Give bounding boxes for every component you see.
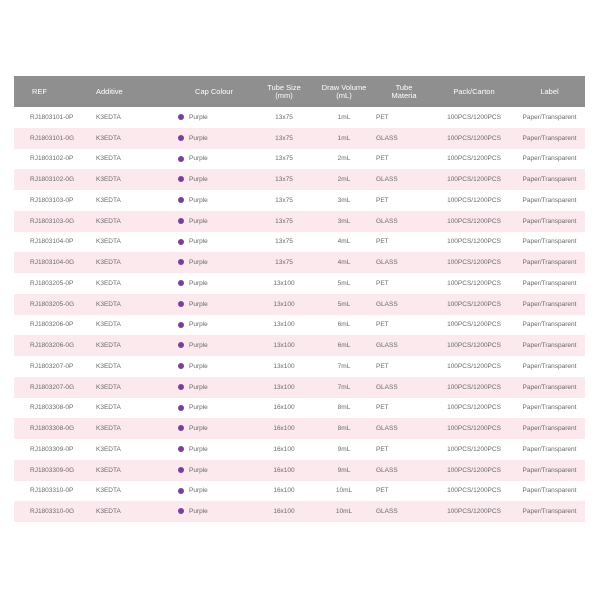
table-row bbox=[14, 418, 585, 439]
cell-tube-material: GLASS bbox=[376, 300, 398, 308]
cell-label: Paper/Transparent bbox=[522, 321, 577, 329]
cap-colour-text: Purple bbox=[189, 508, 208, 516]
purple-cap-dot-icon bbox=[178, 114, 184, 120]
cell-cap-colour bbox=[174, 460, 254, 481]
cell-cap-colour bbox=[174, 377, 254, 398]
cell-tube-material: GLASS bbox=[376, 134, 398, 142]
cell-tube-size: 13x100 bbox=[273, 279, 295, 287]
cell-label: Paper/Transparent bbox=[522, 279, 577, 287]
purple-cap-dot-icon bbox=[178, 280, 184, 286]
purple-cap-dot-icon bbox=[178, 322, 184, 328]
table-body bbox=[14, 107, 585, 522]
cap-colour-text: Purple bbox=[189, 279, 208, 287]
cell-draw-volume: 7mL bbox=[337, 383, 351, 391]
cell-tube-material: GLASS bbox=[376, 342, 398, 350]
cell-tube-size: 13x100 bbox=[273, 342, 295, 350]
cell-label: Paper/Transparent bbox=[522, 155, 577, 163]
cell-cap-colour bbox=[174, 190, 254, 211]
cell-draw-volume: 9mL bbox=[337, 445, 351, 453]
table-row bbox=[14, 211, 585, 232]
cell-label: Paper/Transparent bbox=[522, 342, 577, 350]
cell-label: Paper/Transparent bbox=[522, 113, 577, 121]
table-row bbox=[14, 481, 585, 502]
cell-additive: K3EDTA bbox=[96, 404, 121, 412]
cell-ref: RJ1803104-0G bbox=[30, 259, 75, 267]
cap-colour-text: Purple bbox=[189, 259, 208, 267]
cell-ref: RJ1803104-0P bbox=[30, 238, 74, 246]
purple-cap-dot-icon bbox=[178, 156, 184, 162]
cell-ref: RJ1803102-0G bbox=[30, 176, 75, 184]
cell-tube-size: 16x100 bbox=[273, 404, 295, 412]
cell-tube-material: GLASS bbox=[376, 176, 398, 184]
cell-draw-volume: 6mL bbox=[337, 342, 351, 350]
cell-tube-size: 13x100 bbox=[273, 383, 295, 391]
cell-tube-size: 13x75 bbox=[275, 196, 293, 204]
purple-cap-dot-icon bbox=[178, 508, 184, 514]
purple-cap-dot-icon bbox=[178, 488, 184, 494]
cell-pack-carton: 100PCS/1200PCS bbox=[447, 383, 501, 391]
table-row bbox=[14, 128, 585, 149]
cell-draw-volume: 9mL bbox=[337, 466, 351, 474]
header-additive: Additive bbox=[96, 86, 123, 96]
cell-additive: K3EDTA bbox=[96, 176, 121, 184]
header-tube-materia bbox=[374, 76, 434, 107]
cell-cap-colour bbox=[174, 273, 254, 294]
cell-pack-carton: 100PCS/1200PCS bbox=[447, 134, 501, 142]
cell-tube-material: PET bbox=[376, 445, 389, 453]
cell-pack-carton: 100PCS/1200PCS bbox=[447, 404, 501, 412]
cell-additive: K3EDTA bbox=[96, 466, 121, 474]
cell-additive: K3EDTA bbox=[96, 279, 121, 287]
purple-cap-dot-icon bbox=[178, 405, 184, 411]
cell-tube-material: GLASS bbox=[376, 425, 398, 433]
cell-draw-volume: 4mL bbox=[337, 238, 351, 246]
cell-tube-size: 13x75 bbox=[275, 155, 293, 163]
cap-colour-text: Purple bbox=[189, 445, 208, 453]
cell-draw-volume: 6mL bbox=[337, 321, 351, 329]
header-pack-carton: Pack/Carton bbox=[453, 86, 495, 96]
cell-ref: RJ1803103-0G bbox=[30, 217, 75, 225]
cell-cap-colour bbox=[174, 128, 254, 149]
purple-cap-dot-icon bbox=[178, 197, 184, 203]
header-draw-volume bbox=[314, 76, 374, 107]
cell-tube-size: 13x75 bbox=[275, 259, 293, 267]
cell-cap-colour bbox=[174, 252, 254, 273]
cell-draw-volume: 8mL bbox=[337, 404, 351, 412]
cell-tube-size: 16x100 bbox=[273, 487, 295, 495]
cell-additive: K3EDTA bbox=[96, 238, 121, 246]
cap-colour-text: Purple bbox=[189, 321, 208, 329]
cell-additive: K3EDTA bbox=[96, 196, 121, 204]
table-row bbox=[14, 335, 585, 356]
cell-tube-material: PET bbox=[376, 321, 389, 329]
table-row bbox=[14, 169, 585, 190]
purple-cap-dot-icon bbox=[178, 384, 184, 390]
cell-label: Paper/Transparent bbox=[522, 238, 577, 246]
header-ref: REF bbox=[32, 86, 47, 96]
cell-tube-material: PET bbox=[376, 279, 389, 287]
cell-tube-material: PET bbox=[376, 362, 389, 370]
cell-tube-material: GLASS bbox=[376, 383, 398, 391]
cell-label: Paper/Transparent bbox=[522, 404, 577, 412]
cell-pack-carton: 100PCS/1200PCS bbox=[447, 196, 501, 204]
cell-additive: K3EDTA bbox=[96, 217, 121, 225]
cell-ref: RJ1803101-0P bbox=[30, 113, 74, 121]
cell-draw-volume: 7mL bbox=[337, 362, 351, 370]
purple-cap-dot-icon bbox=[178, 363, 184, 369]
cell-label: Paper/Transparent bbox=[522, 425, 577, 433]
cell-tube-size: 16x100 bbox=[273, 425, 295, 433]
table-row bbox=[14, 377, 585, 398]
cell-pack-carton: 100PCS/1200PCS bbox=[447, 425, 501, 433]
table-row bbox=[14, 294, 585, 315]
cap-colour-text: Purple bbox=[189, 383, 208, 391]
cell-tube-material: GLASS bbox=[376, 466, 398, 474]
cell-tube-size: 13x100 bbox=[273, 362, 295, 370]
cap-colour-text: Purple bbox=[189, 134, 208, 142]
cap-colour-text: Purple bbox=[189, 487, 208, 495]
table-row bbox=[14, 356, 585, 377]
header-tube-size bbox=[254, 76, 314, 107]
header-label: Label bbox=[540, 86, 559, 96]
cell-tube-size: 13x75 bbox=[275, 176, 293, 184]
table-row bbox=[14, 315, 585, 336]
header-tube-materia-line1: Tube bbox=[395, 82, 413, 92]
cell-cap-colour bbox=[174, 439, 254, 460]
cell-tube-size: 16x100 bbox=[273, 445, 295, 453]
cell-draw-volume: 2mL bbox=[337, 176, 351, 184]
cell-additive: K3EDTA bbox=[96, 362, 121, 370]
cell-ref: RJ1803207-0P bbox=[30, 362, 74, 370]
cell-additive: K3EDTA bbox=[96, 425, 121, 433]
cap-colour-text: Purple bbox=[189, 342, 208, 350]
header-draw-volume-line2: (mL) bbox=[336, 90, 352, 100]
table-row bbox=[14, 190, 585, 211]
cell-additive: K3EDTA bbox=[96, 155, 121, 163]
purple-cap-dot-icon bbox=[178, 467, 184, 473]
table-header-row bbox=[14, 76, 585, 107]
cell-tube-material: GLASS bbox=[376, 217, 398, 225]
cell-label: Paper/Transparent bbox=[522, 445, 577, 453]
cell-additive: K3EDTA bbox=[96, 342, 121, 350]
cell-ref: RJ1803205-0P bbox=[30, 279, 74, 287]
header-tube-size-line2: (mm) bbox=[275, 90, 293, 100]
purple-cap-dot-icon bbox=[178, 218, 184, 224]
cell-pack-carton: 100PCS/1200PCS bbox=[447, 259, 501, 267]
table-row bbox=[14, 252, 585, 273]
purple-cap-dot-icon bbox=[178, 425, 184, 431]
table-row bbox=[14, 232, 585, 253]
cell-cap-colour bbox=[174, 232, 254, 253]
cell-additive: K3EDTA bbox=[96, 508, 121, 516]
cell-draw-volume: 5mL bbox=[337, 279, 351, 287]
cell-draw-volume: 5mL bbox=[337, 300, 351, 308]
header-tube-size-line1: Tube Size bbox=[267, 82, 301, 92]
cap-colour-text: Purple bbox=[189, 300, 208, 308]
cell-cap-colour bbox=[174, 315, 254, 336]
cell-pack-carton: 100PCS/1200PCS bbox=[447, 508, 501, 516]
cell-label: Paper/Transparent bbox=[522, 176, 577, 184]
cell-ref: RJ1803309-0P bbox=[30, 445, 74, 453]
purple-cap-dot-icon bbox=[178, 135, 184, 141]
cap-colour-text: Purple bbox=[189, 362, 208, 370]
cell-tube-material: PET bbox=[376, 196, 389, 204]
table-row bbox=[14, 107, 585, 128]
table-row bbox=[14, 273, 585, 294]
purple-cap-dot-icon bbox=[178, 342, 184, 348]
cell-draw-volume: 8mL bbox=[337, 425, 351, 433]
cell-pack-carton: 100PCS/1200PCS bbox=[447, 321, 501, 329]
product-table-container bbox=[14, 76, 585, 522]
cell-tube-size: 13x75 bbox=[275, 134, 293, 142]
purple-cap-dot-icon bbox=[178, 446, 184, 452]
header-tube-materia-line2: Materia bbox=[391, 90, 417, 100]
cell-cap-colour bbox=[174, 501, 254, 522]
cell-pack-carton: 100PCS/1200PCS bbox=[447, 466, 501, 474]
cap-colour-text: Purple bbox=[189, 176, 208, 184]
cell-pack-carton: 100PCS/1200PCS bbox=[447, 217, 501, 225]
cell-label: Paper/Transparent bbox=[522, 134, 577, 142]
cap-colour-text: Purple bbox=[189, 425, 208, 433]
cell-tube-size: 13x75 bbox=[275, 217, 293, 225]
table-row bbox=[14, 501, 585, 522]
cell-ref: RJ1803206-0P bbox=[30, 321, 74, 329]
purple-cap-dot-icon bbox=[178, 301, 184, 307]
cell-pack-carton: 100PCS/1200PCS bbox=[447, 238, 501, 246]
cell-cap-colour bbox=[174, 335, 254, 356]
cap-colour-text: Purple bbox=[189, 404, 208, 412]
cell-ref: RJ1803101-0G bbox=[30, 134, 75, 142]
cell-cap-colour bbox=[174, 107, 254, 128]
cell-tube-size: 13x100 bbox=[273, 321, 295, 329]
cell-additive: K3EDTA bbox=[96, 445, 121, 453]
cell-label: Paper/Transparent bbox=[522, 508, 577, 516]
cell-draw-volume: 10mL bbox=[335, 508, 353, 516]
cell-draw-volume: 10mL bbox=[335, 487, 353, 495]
cell-tube-material: GLASS bbox=[376, 508, 398, 516]
cell-tube-size: 13x100 bbox=[273, 300, 295, 308]
purple-cap-dot-icon bbox=[178, 176, 184, 182]
table-row bbox=[14, 460, 585, 481]
table-row bbox=[14, 439, 585, 460]
cell-label: Paper/Transparent bbox=[522, 300, 577, 308]
cell-tube-size: 16x100 bbox=[273, 466, 295, 474]
cell-ref: RJ1803206-0G bbox=[30, 342, 75, 350]
cell-ref: RJ1803205-0G bbox=[30, 300, 75, 308]
cap-colour-text: Purple bbox=[189, 113, 208, 121]
cell-additive: K3EDTA bbox=[96, 300, 121, 308]
purple-cap-dot-icon bbox=[178, 259, 184, 265]
cell-pack-carton: 100PCS/1200PCS bbox=[447, 113, 501, 121]
cell-draw-volume: 4mL bbox=[337, 259, 351, 267]
cell-tube-size: 16x100 bbox=[273, 508, 295, 516]
cap-colour-text: Purple bbox=[189, 238, 208, 246]
cell-ref: RJ1803308-0P bbox=[30, 404, 74, 412]
cell-label: Paper/Transparent bbox=[522, 259, 577, 267]
table-row bbox=[14, 398, 585, 419]
cell-ref: RJ1803308-0G bbox=[30, 425, 75, 433]
cell-label: Paper/Transparent bbox=[522, 487, 577, 495]
cell-label: Paper/Transparent bbox=[522, 466, 577, 474]
cell-additive: K3EDTA bbox=[96, 383, 121, 391]
cell-label: Paper/Transparent bbox=[522, 383, 577, 391]
cell-additive: K3EDTA bbox=[96, 487, 121, 495]
cell-additive: K3EDTA bbox=[96, 321, 121, 329]
header-draw-volume-line1: Draw Volume bbox=[321, 82, 367, 92]
cell-draw-volume: 1mL bbox=[337, 113, 351, 121]
cell-additive: K3EDTA bbox=[96, 134, 121, 142]
cell-tube-size: 13x75 bbox=[275, 238, 293, 246]
cell-cap-colour bbox=[174, 398, 254, 419]
cell-ref: RJ1803310-0G bbox=[30, 508, 75, 516]
product-table bbox=[14, 76, 585, 522]
cell-pack-carton: 100PCS/1200PCS bbox=[447, 445, 501, 453]
cell-ref: RJ1803103-0P bbox=[30, 196, 74, 204]
cell-ref: RJ1803309-0G bbox=[30, 466, 75, 474]
cell-label: Paper/Transparent bbox=[522, 362, 577, 370]
cell-pack-carton: 100PCS/1200PCS bbox=[447, 155, 501, 163]
cell-pack-carton: 100PCS/1200PCS bbox=[447, 362, 501, 370]
cell-cap-colour bbox=[174, 211, 254, 232]
cell-pack-carton: 100PCS/1200PCS bbox=[447, 176, 501, 184]
cell-tube-material: PET bbox=[376, 487, 389, 495]
cell-cap-colour bbox=[174, 356, 254, 377]
cell-tube-material: PET bbox=[376, 404, 389, 412]
cell-pack-carton: 100PCS/1200PCS bbox=[447, 487, 501, 495]
cell-ref: RJ1803207-0G bbox=[30, 383, 75, 391]
cap-colour-text: Purple bbox=[189, 217, 208, 225]
cell-pack-carton: 100PCS/1200PCS bbox=[447, 300, 501, 308]
cell-draw-volume: 1mL bbox=[337, 134, 351, 142]
cell-ref: RJ1803310-0P bbox=[30, 487, 74, 495]
cell-tube-size: 13x75 bbox=[275, 113, 293, 121]
cell-additive: K3EDTA bbox=[96, 113, 121, 121]
cell-draw-volume: 3mL bbox=[337, 196, 351, 204]
cell-cap-colour bbox=[174, 169, 254, 190]
table-row bbox=[14, 149, 585, 170]
cell-label: Paper/Transparent bbox=[522, 217, 577, 225]
cell-pack-carton: 100PCS/1200PCS bbox=[447, 279, 501, 287]
cell-cap-colour bbox=[174, 418, 254, 439]
cell-tube-material: PET bbox=[376, 113, 389, 121]
cell-additive: K3EDTA bbox=[96, 259, 121, 267]
cell-tube-material: PET bbox=[376, 238, 389, 246]
cell-cap-colour bbox=[174, 481, 254, 502]
cap-colour-text: Purple bbox=[189, 155, 208, 163]
cell-cap-colour bbox=[174, 149, 254, 170]
cell-cap-colour bbox=[174, 294, 254, 315]
cell-tube-material: PET bbox=[376, 155, 389, 163]
cell-ref: RJ1803102-0P bbox=[30, 155, 74, 163]
cell-pack-carton: 100PCS/1200PCS bbox=[447, 342, 501, 350]
cell-tube-material: GLASS bbox=[376, 259, 398, 267]
cell-label: Paper/Transparent bbox=[522, 196, 577, 204]
purple-cap-dot-icon bbox=[178, 239, 184, 245]
cap-colour-text: Purple bbox=[189, 466, 208, 474]
header-cap-colour: Cap Colour bbox=[195, 86, 233, 96]
cell-draw-volume: 3mL bbox=[337, 217, 351, 225]
cap-colour-text: Purple bbox=[189, 196, 208, 204]
cell-draw-volume: 2mL bbox=[337, 155, 351, 163]
